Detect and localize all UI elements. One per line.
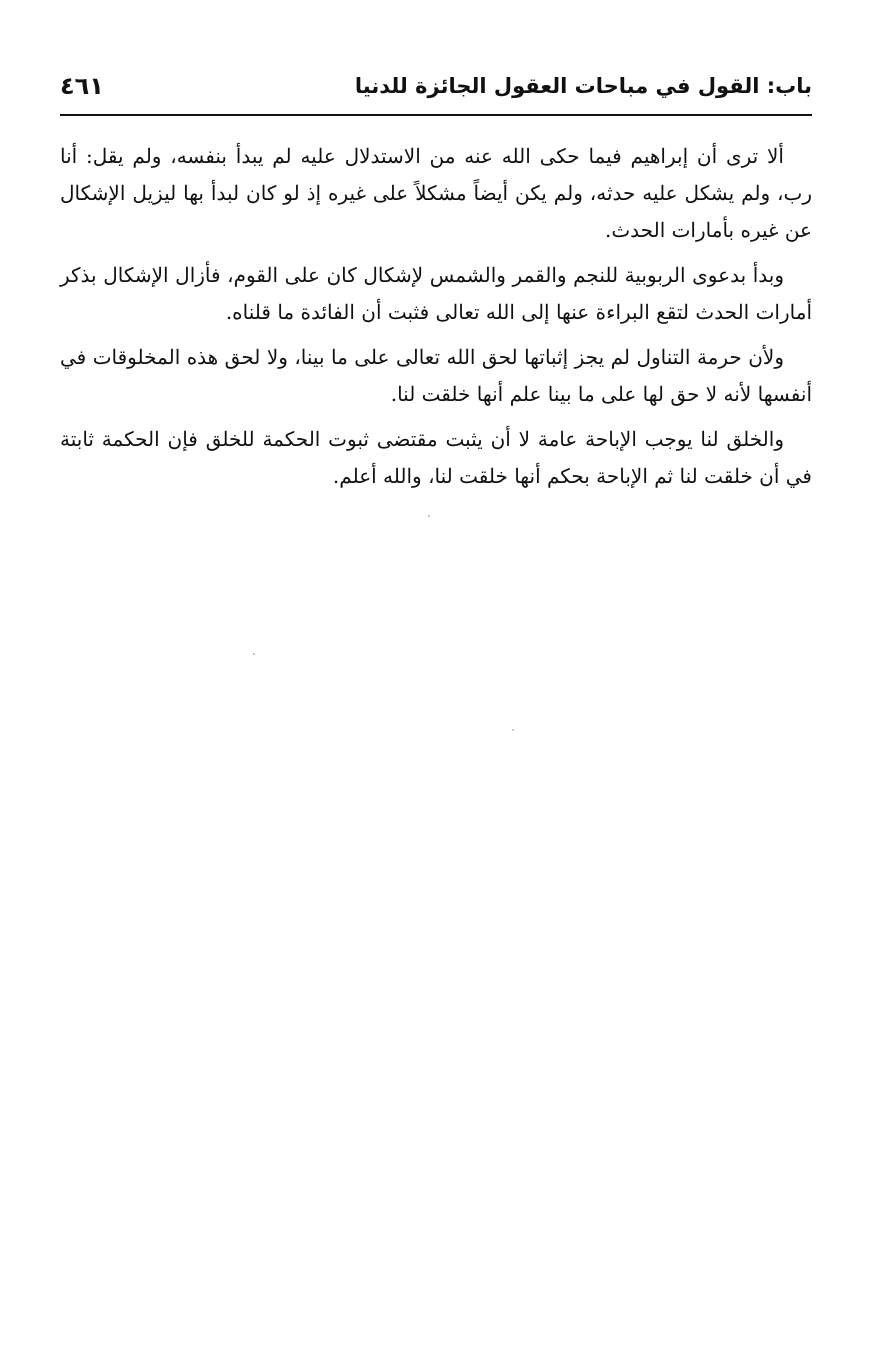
chapter-title: باب: القول في مباحات العقول الجائزة للدنيا bbox=[354, 74, 812, 98]
body-text bbox=[60, 138, 812, 503]
paragraph: ولأن حرمة التناول لم يجز إثباتها لحق الله تعالى على ما بينا، ولا لحق هذه المخلوقات في أنفسها لأنه لا حق لها على ما بينا علم أنها خلقت لنا. bbox=[60, 345, 812, 406]
running-header bbox=[60, 66, 812, 110]
scan-speck bbox=[253, 653, 255, 655]
page-number: ٤٦١ bbox=[60, 72, 104, 100]
paragraph: وبدأ بدعوى الربوبية للنجم والقمر والشمس لإشكال كان على القوم، فأزال الإشكال بذكر أمارات الحدث لتقع البراءة عنها إلى الله تعالى فثبت أن الفائدة ما قلناه. bbox=[60, 263, 812, 324]
paragraph: والخلق لنا يوجب الإباحة عامة لا أن يثبت مقتضى ثبوت الحكمة للخلق فإن الحكمة ثابتة في أن خلقت لنا ثم الإباحة بحكم أنها خلقت لنا، والله أعلم. bbox=[60, 427, 812, 488]
paragraph: ألا ترى أن إبراهيم فيما حكى الله عنه من الاستدلال عليه لم يبدأ بنفسه، ولم يقل: أنا رب، ولم يشكل عليه حدثه، ولم يكن أيضاً مشكلاً على غيره إذ لو كان لبدأ بها ليزيل الإشكال عن غيره بأمارات الحدث. bbox=[60, 144, 812, 242]
scan-speck bbox=[428, 515, 430, 517]
scan-speck bbox=[512, 729, 514, 731]
header-rule bbox=[60, 114, 812, 116]
